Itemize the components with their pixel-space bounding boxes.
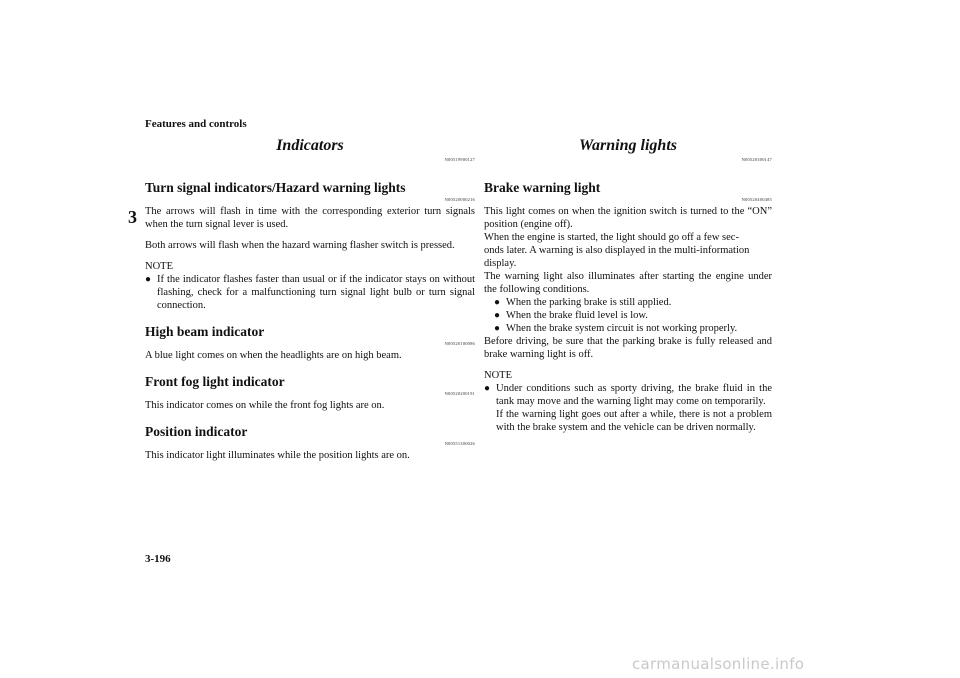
bullet-icon: ● (484, 383, 491, 394)
left-column (145, 136, 475, 462)
turn-signal-code: N00520000216 (444, 197, 475, 202)
brake-paragraph-2 (484, 231, 772, 270)
turn-signal-heading: Turn signal indicators/Hazard warning lights (145, 180, 406, 195)
watermark: carmanualsonline.info (632, 655, 805, 673)
turn-signal-paragraph-2: Both arrows will flash when the hazard warning flasher switch is pressed. (145, 240, 455, 251)
bullet-icon: ● (494, 297, 501, 308)
front-fog-text: This indicator comes on while the front fog lights are on. (145, 400, 385, 411)
brake-condition-item (494, 296, 772, 309)
high-beam-heading: High beam indicator (145, 324, 265, 339)
brake-condition-item (494, 322, 772, 335)
position-heading: Position indicator (145, 424, 248, 439)
turn-signal-note-text: If the indicator flashes faster than usual or if the indicator stays on without flashing, check for a malfunctioning turn signal light bulb or turn signal connection. (157, 274, 475, 311)
turn-signal-note-label: NOTE (145, 261, 173, 272)
brake-note-follow-text: If the warning light goes out after a while, there is not a problem with the brake system and the vehicle can be driven normally. (496, 409, 772, 433)
brake-condition-text: When the brake fluid level is low. (506, 310, 648, 321)
bullet-icon: ● (494, 323, 501, 334)
brake-condition-text: When the brake system circuit is not working properly. (506, 323, 738, 334)
front-fog-code: N00520200191 (444, 391, 475, 396)
warning-lights-title: Warning lights (579, 137, 677, 154)
page-header: Features and controls (145, 118, 247, 130)
position-text: This indicator light illuminates while the position lights are on. (145, 450, 410, 461)
high-beam-code: N00520100086 (444, 341, 475, 346)
chapter-tab: 3 (128, 207, 137, 227)
high-beam-text: A blue light comes on when the headlights are on high beam. (145, 350, 402, 361)
brake-paragraph-2-line-2: onds later. A warning is also displayed in the multi-information (484, 245, 750, 256)
brake-note-follow (484, 408, 772, 434)
brake-paragraph-1: This light comes on when the ignition switch is turned to the “ON” position (engine off). (484, 206, 772, 230)
brake-paragraph-4: Before driving, be sure that the parking brake is fully released and brake warning light is off. (484, 336, 772, 360)
page-number: 3-196 (145, 553, 171, 565)
brake-note-text: Under conditions such as sporty driving, the brake fluid in the tank may move and the warning light may come on temporarily. (496, 383, 772, 407)
turn-signal-note-bullet (145, 273, 475, 312)
indicators-title-code: N00519900127 (444, 157, 475, 162)
brake-paragraph-2-line-3: display. (484, 258, 517, 269)
bullet-indent (484, 408, 496, 434)
brake-note-bullet (484, 382, 772, 408)
bullet-icon: ● (494, 310, 501, 321)
warning-lights-title-code: N00520300147 (741, 157, 772, 162)
right-column (484, 136, 772, 434)
brake-condition-item (494, 309, 772, 322)
brake-warning-heading: Brake warning light (484, 180, 601, 195)
brake-note-label: NOTE (484, 370, 512, 381)
brake-paragraph-2-line-1: When the engine is started, the light should go off a few sec- (484, 232, 739, 243)
bullet-icon: ● (145, 274, 152, 285)
front-fog-heading: Front fog light indicator (145, 374, 285, 389)
turn-signal-paragraph-1: The arrows will flash in time with the corresponding exterior turn signals when the turn signal lever is used. (145, 206, 475, 230)
brake-warning-code: N00520400485 (741, 197, 772, 202)
brake-condition-text: When the parking brake is still applied. (506, 297, 672, 308)
position-code: N00551300026 (444, 441, 475, 446)
indicators-title: Indicators (276, 137, 344, 154)
brake-paragraph-3: The warning light also illuminates after starting the engine under the following conditions. (484, 271, 772, 295)
